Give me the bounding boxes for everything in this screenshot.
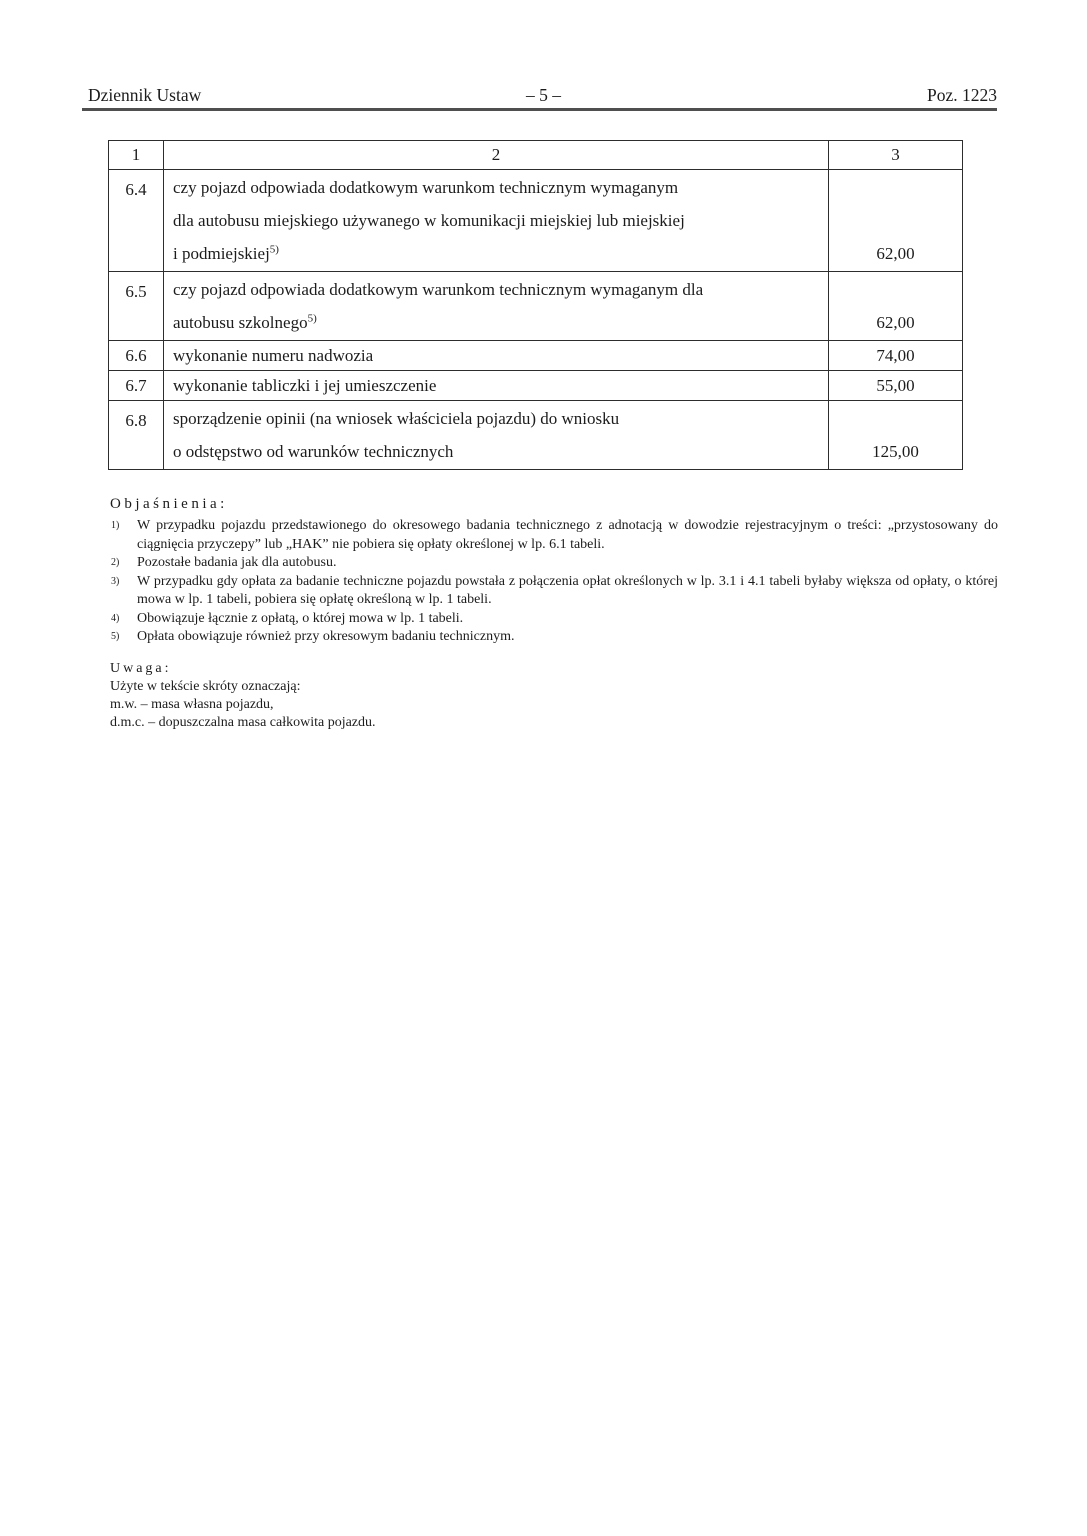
abbreviation-mw: m.w. – masa własna pojazdu,: [110, 697, 274, 712]
row-fee: 74,00: [829, 341, 963, 371]
row-number: 6.7: [109, 371, 164, 401]
footnote-2: [110, 554, 998, 573]
column-header-2: 2: [164, 141, 829, 170]
table-row-6-6: [109, 341, 963, 371]
table-row-6-4: [109, 170, 963, 272]
row-fee: 55,00: [829, 371, 963, 401]
row-description: wykonanie tabliczki i jej umieszczenie: [164, 371, 829, 401]
row-description: czy pojazd odpowiada dodatkowym warunkom technicznym wymaganym dla autobusu miejskiego używanego w komunikacji miejskiej lub miejskiej i podmiejskiej$^{5)}$: [164, 170, 829, 272]
column-header-1: 1: [109, 141, 164, 170]
abbreviation-dmc: d.m.c. – dopuszczalna masa całkowita pojazdu.: [110, 715, 376, 730]
footnote-3: [110, 573, 998, 610]
footnote-text: Opłata obowiązuje również przy okresowym badaniu technicznym.: [137, 629, 515, 644]
position-number: Poz. 1223: [927, 85, 997, 105]
footnote-marker: 1): [111, 520, 120, 531]
table-header-row: [109, 141, 963, 170]
row-description: czy pojazd odpowiada dodatkowym warunkom technicznym wymaganym dla autobusu szkolnego$^{5)}$: [164, 272, 829, 341]
footnote-text: W przypadku gdy opłata za badanie techniczne pojazdu powstała z połączenia opłat określonych w lp. 3.1 i 4.1 tabeli byłaby większa od opłaty, o której mowa w lp. 1 tabeli, pobiera się opłatę określoną w lp. 1 tabeli.: [137, 573, 998, 607]
footnote-5: [110, 628, 998, 647]
table-row-6-7: [109, 371, 963, 401]
row-description: sporządzenie opinii (na wniosek właściciela pojazdu) do wniosku o odstępstwo od warunków technicznych: [164, 401, 829, 470]
row-number: 6.4: [109, 170, 164, 272]
footnote-text: Pozostałe badania jak dla autobusu.: [137, 555, 337, 570]
footnote-marker: 4): [111, 612, 120, 624]
footnote-text: Obowiązuje łącznie z opłatą, o której mowa w lp. 1 tabeli.: [137, 610, 464, 626]
table-row-6-5: [109, 272, 963, 341]
column-header-3: 3: [829, 141, 963, 170]
row-fee: 62,00: [829, 170, 963, 272]
footnote-marker: 2): [111, 557, 120, 568]
row-number: 6.5: [109, 272, 164, 341]
header-rule: [82, 108, 997, 111]
row-number: 6.6: [109, 341, 164, 371]
footnote-marker: 5): [111, 631, 120, 642]
footnote-4: [110, 610, 998, 629]
row-fee: 125,00: [829, 401, 963, 470]
fee-table: [108, 140, 963, 470]
row-fee: 62,00: [829, 272, 963, 341]
row-description: wykonanie numeru nadwozia: [164, 341, 829, 371]
remarks-section: [110, 660, 998, 732]
footnote-ref-5: 5): [307, 312, 317, 325]
footnote-ref-5: 5): [269, 243, 279, 256]
journal-title: Dziennik Ustaw: [88, 85, 202, 105]
footnote-marker: 3): [111, 575, 120, 587]
footnote-text: W przypadku pojazdu przedstawionego do okresowego badania technicznego z adnotacją w dowodzie rejestracyjnym o treści: „przystosowany do ciągnięcia przyczepy” lub „HAK” nie pobiera się opłaty określonej w lp. 6.1 tabeli.: [137, 518, 998, 552]
page-number: – 5 –: [526, 85, 561, 105]
footnotes-heading: Objaśnienia:: [110, 496, 228, 512]
footnotes-section: [110, 496, 998, 647]
row-number: 6.8: [109, 401, 164, 470]
table-row-6-8: [109, 401, 963, 470]
remarks-heading: Uwaga:: [110, 661, 172, 676]
remarks-intro: Użyte w tekście skróty oznaczają:: [110, 679, 301, 694]
footnote-1: [110, 517, 998, 554]
